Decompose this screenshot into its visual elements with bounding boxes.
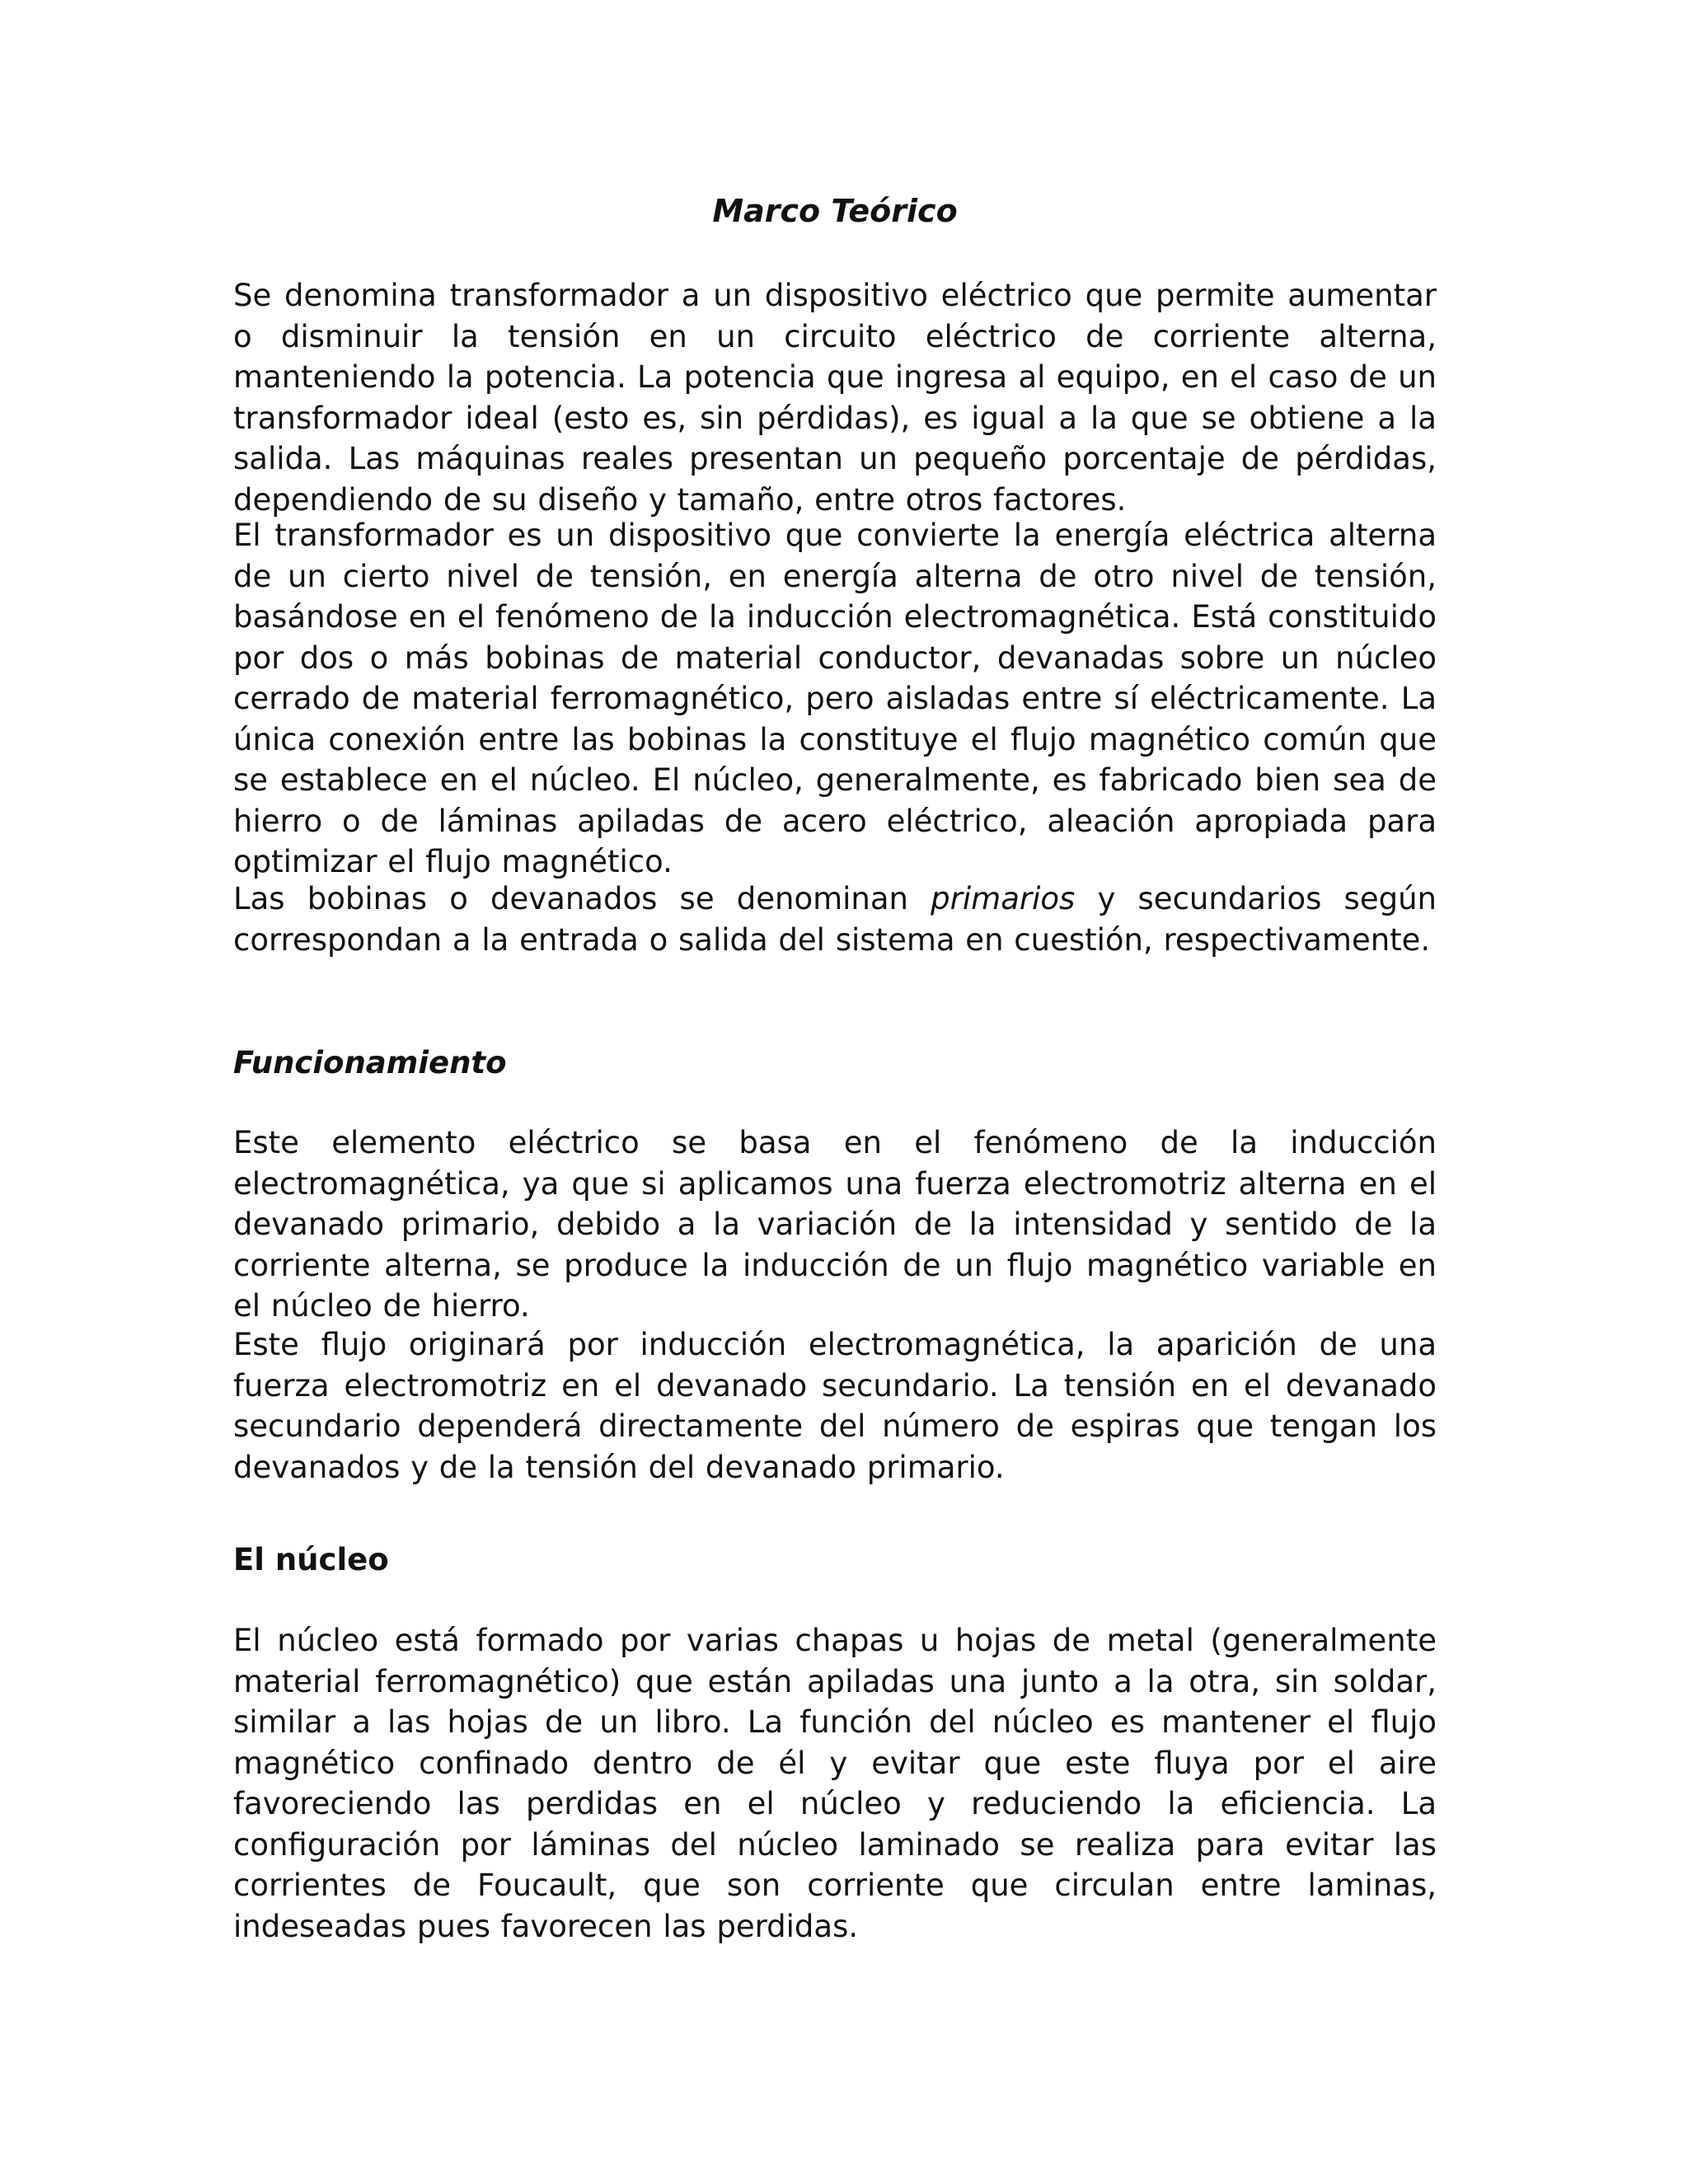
heading-funcionamiento: Funcionamiento xyxy=(233,1045,507,1080)
windings-text-after: y secundarios según correspondan a la entrada o salida del sistema en cuestión, respectivamente. xyxy=(233,881,1437,958)
paragraph-core: El núcleo está formado por varias chapas u hojas de metal (generalmente material ferromagnético) que están apiladas una junto a la otra, sin soldar, similar a las hojas de un libro. La función del núcleo es mantener el flujo magnético confinado dentro de él y evitar que este fluya por el aire favoreciendo las perdidas en el núcleo y reduciendo la eficiencia. La configuración por láminas del núcleo laminado se realiza para evitar las corrientes de Foucault, que son corriente que circulan entre laminas, indeseadas pues favorecen las perdidas. xyxy=(233,1623,1437,1944)
paragraph-transformer-definition: Se denomina transformador a un dispositivo eléctrico que permite aumentar o disminuir la tensión en un circuito eléctrico de corriente alterna, manteniendo la potencia. La potencia que ingresa al equipo, en el caso de un transformador ideal (esto es, sin pérdidas), es igual a la que se obtiene a la salida. Las máquinas reales presentan un pequeño porcentaje de pérdidas, dependiendo de su diseño y tamaño, entre otros factores. xyxy=(233,278,1437,518)
heading-nucleo: El núcleo xyxy=(233,1542,389,1577)
paragraph-secondary-emf: Este flujo originará por inducción electromagnética, la aparición de una fuerza electromotriz en el devanado secundario. La tensión en el devanado secundario dependerá directamente del número de espiras que tengan los devanados y de la tensión del devanado primario. xyxy=(233,1327,1437,1485)
paragraph-transformer-description: El transformador es un dispositivo que convierte la energía eléctrica alterna de un cierto nivel de tensión, en energía alterna de otro nivel de tensión, basándose en el fenómeno de la inducción electromagnética. Está constituido por dos o más bobinas de material conductor, devanadas sobre un núcleo cerrado de material ferromagnético, pero aisladas entre sí eléctricamente. La única conexión entre las bobinas la constituye el flujo magnético común que se establece en el núcleo. El núcleo, generalmente, es fabricado bien sea de hierro o de láminas apiladas de acero eléctrico, aleación apropiada para optimizar el flujo magnético. xyxy=(233,518,1437,879)
document-title: Marco Teórico xyxy=(712,193,958,229)
windings-emphasis: primarios xyxy=(931,881,1076,916)
paragraph-operation: Este elemento eléctrico se basa en el fenómeno de la inducción electromagnética, ya que si aplicamos una fuerza electromotriz alterna en el devanado primario, debido a la variación de la intensidad y sentido de la corriente alterna, se produce la inducción de un flujo magnético variable en el núcleo de hierro. xyxy=(233,1125,1437,1324)
paragraph-windings xyxy=(233,879,1437,960)
windings-text-before: Las bobinas o devanados se denominan xyxy=(233,881,931,916)
